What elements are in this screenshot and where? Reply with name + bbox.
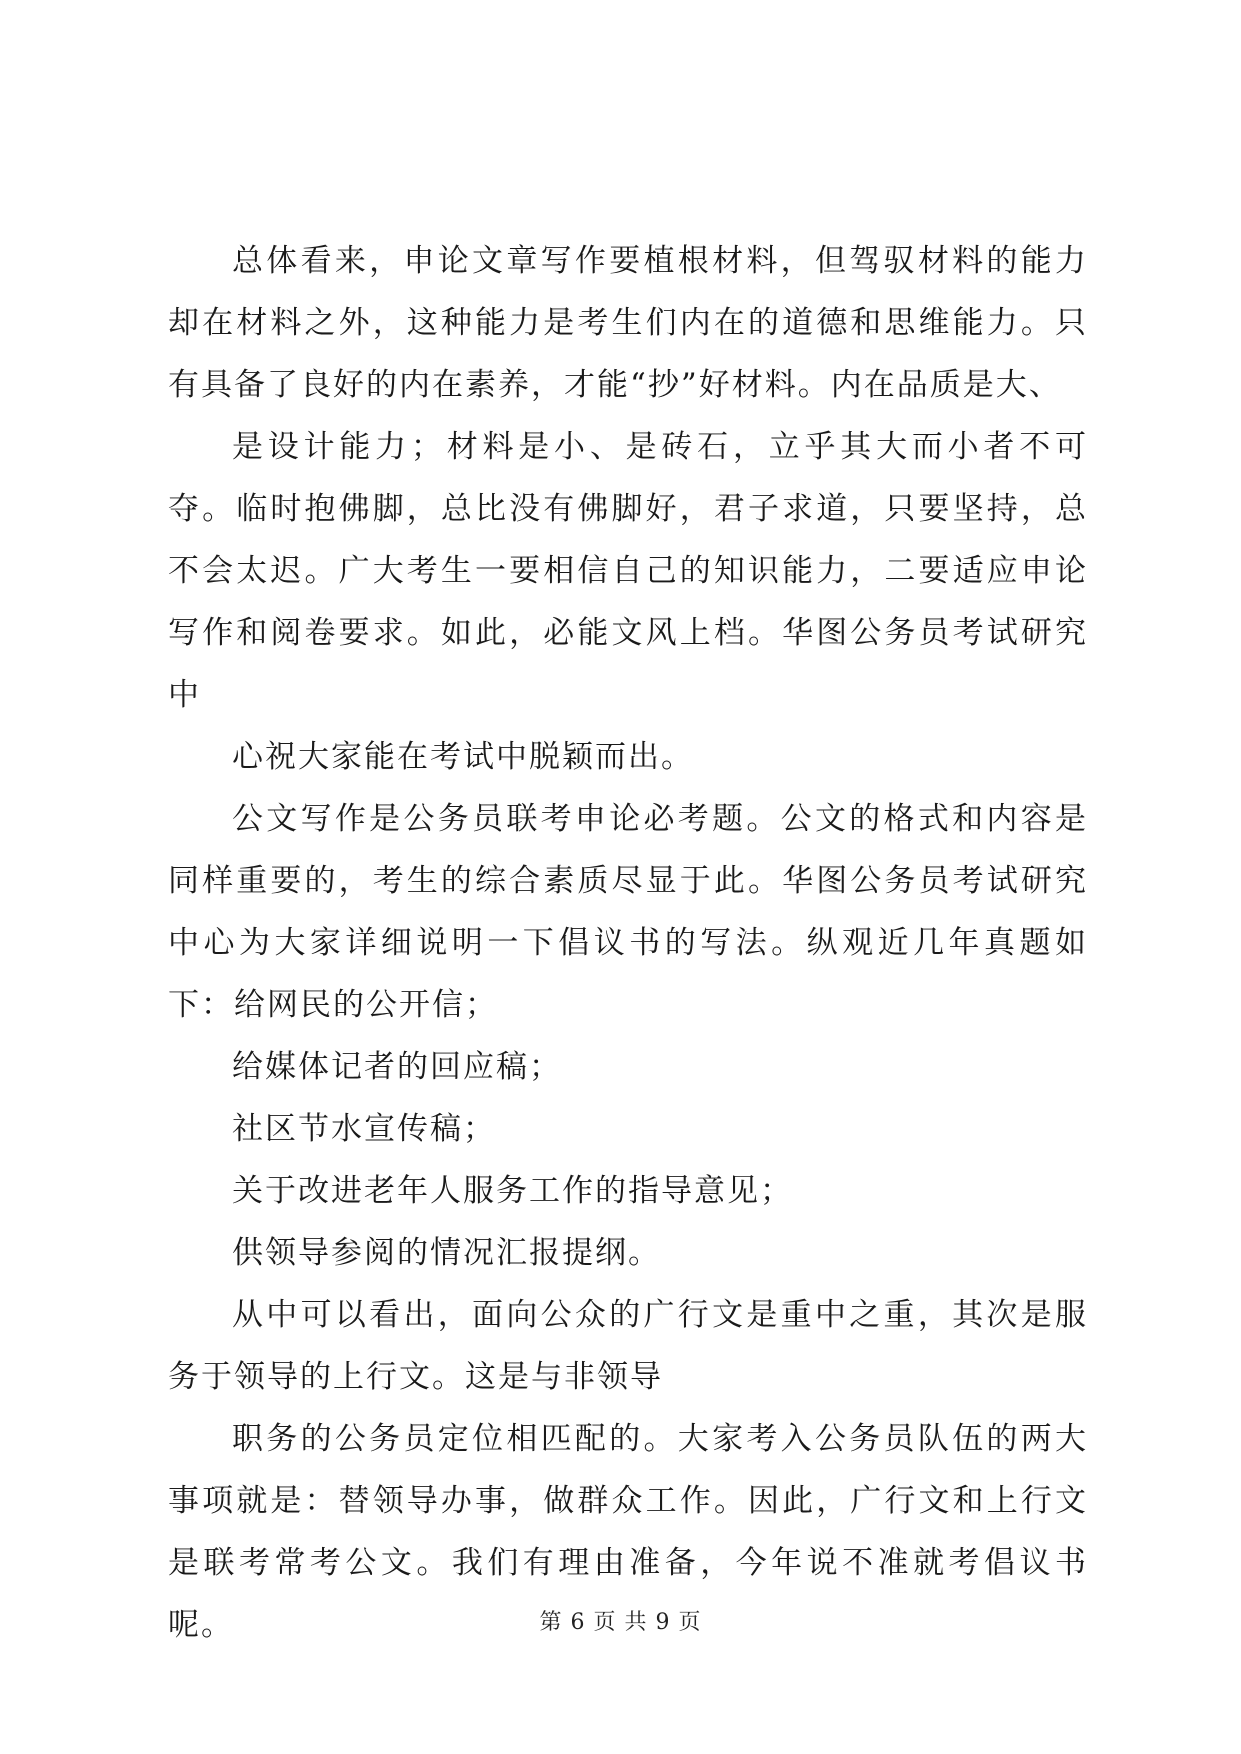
paragraph-10: 职务的公务员定位相匹配的。大家考入公务员队伍的两大事项就是：替领导办事，做群众工作。因此，广行文和上行文是联考常考公文。我们有理由准备，今年说不准就考倡议书呢。 xyxy=(168,1421,1088,1643)
paragraph-3: 心祝大家能在考试中脱颖而出。 xyxy=(232,739,694,775)
paragraph-8: 供领导参阅的情况汇报提纲。 xyxy=(232,1235,661,1271)
paragraph-6: 社区节水宣传稿； xyxy=(232,1111,496,1147)
document-body xyxy=(168,230,1088,1656)
paragraph-4: 公文写作是公务员联考申论必考题。公文的格式和内容是同样重要的，考生的综合素质尽显于此。华图公务员考试研究中心为大家详细说明一下倡议书的写法。纵观近几年真题如下：给网民的公开信； xyxy=(168,801,1088,1023)
paragraph-5: 给媒体记者的回应稿； xyxy=(232,1049,562,1085)
paragraph-2: 是设计能力；材料是小、是砖石，立乎其大而小者不可夺。临时抱佛脚，总比没有佛脚好，君子求道，只要坚持，总不会太迟。广大考生一要相信自己的知识能力，二要适应申论写作和阅卷要求。如此，必能文风上档。华图公务员考试研究中 xyxy=(168,429,1088,713)
paragraph-1: 总体看来，申论文章写作要植根材料，但驾驭材料的能力却在材料之外，这种能力是考生们内在的道德和思维能力。只有具备了良好的内在素养，才能“抄”好材料。内在品质是大、 xyxy=(168,243,1088,403)
paragraph-7: 关于改进老年人服务工作的指导意见； xyxy=(232,1173,793,1209)
page-number-footer: 第 6 页 共 9 页 xyxy=(539,1610,702,1635)
paragraph-9: 从中可以看出，面向公众的广行文是重中之重，其次是服务于领导的上行文。这是与非领导 xyxy=(168,1297,1088,1395)
